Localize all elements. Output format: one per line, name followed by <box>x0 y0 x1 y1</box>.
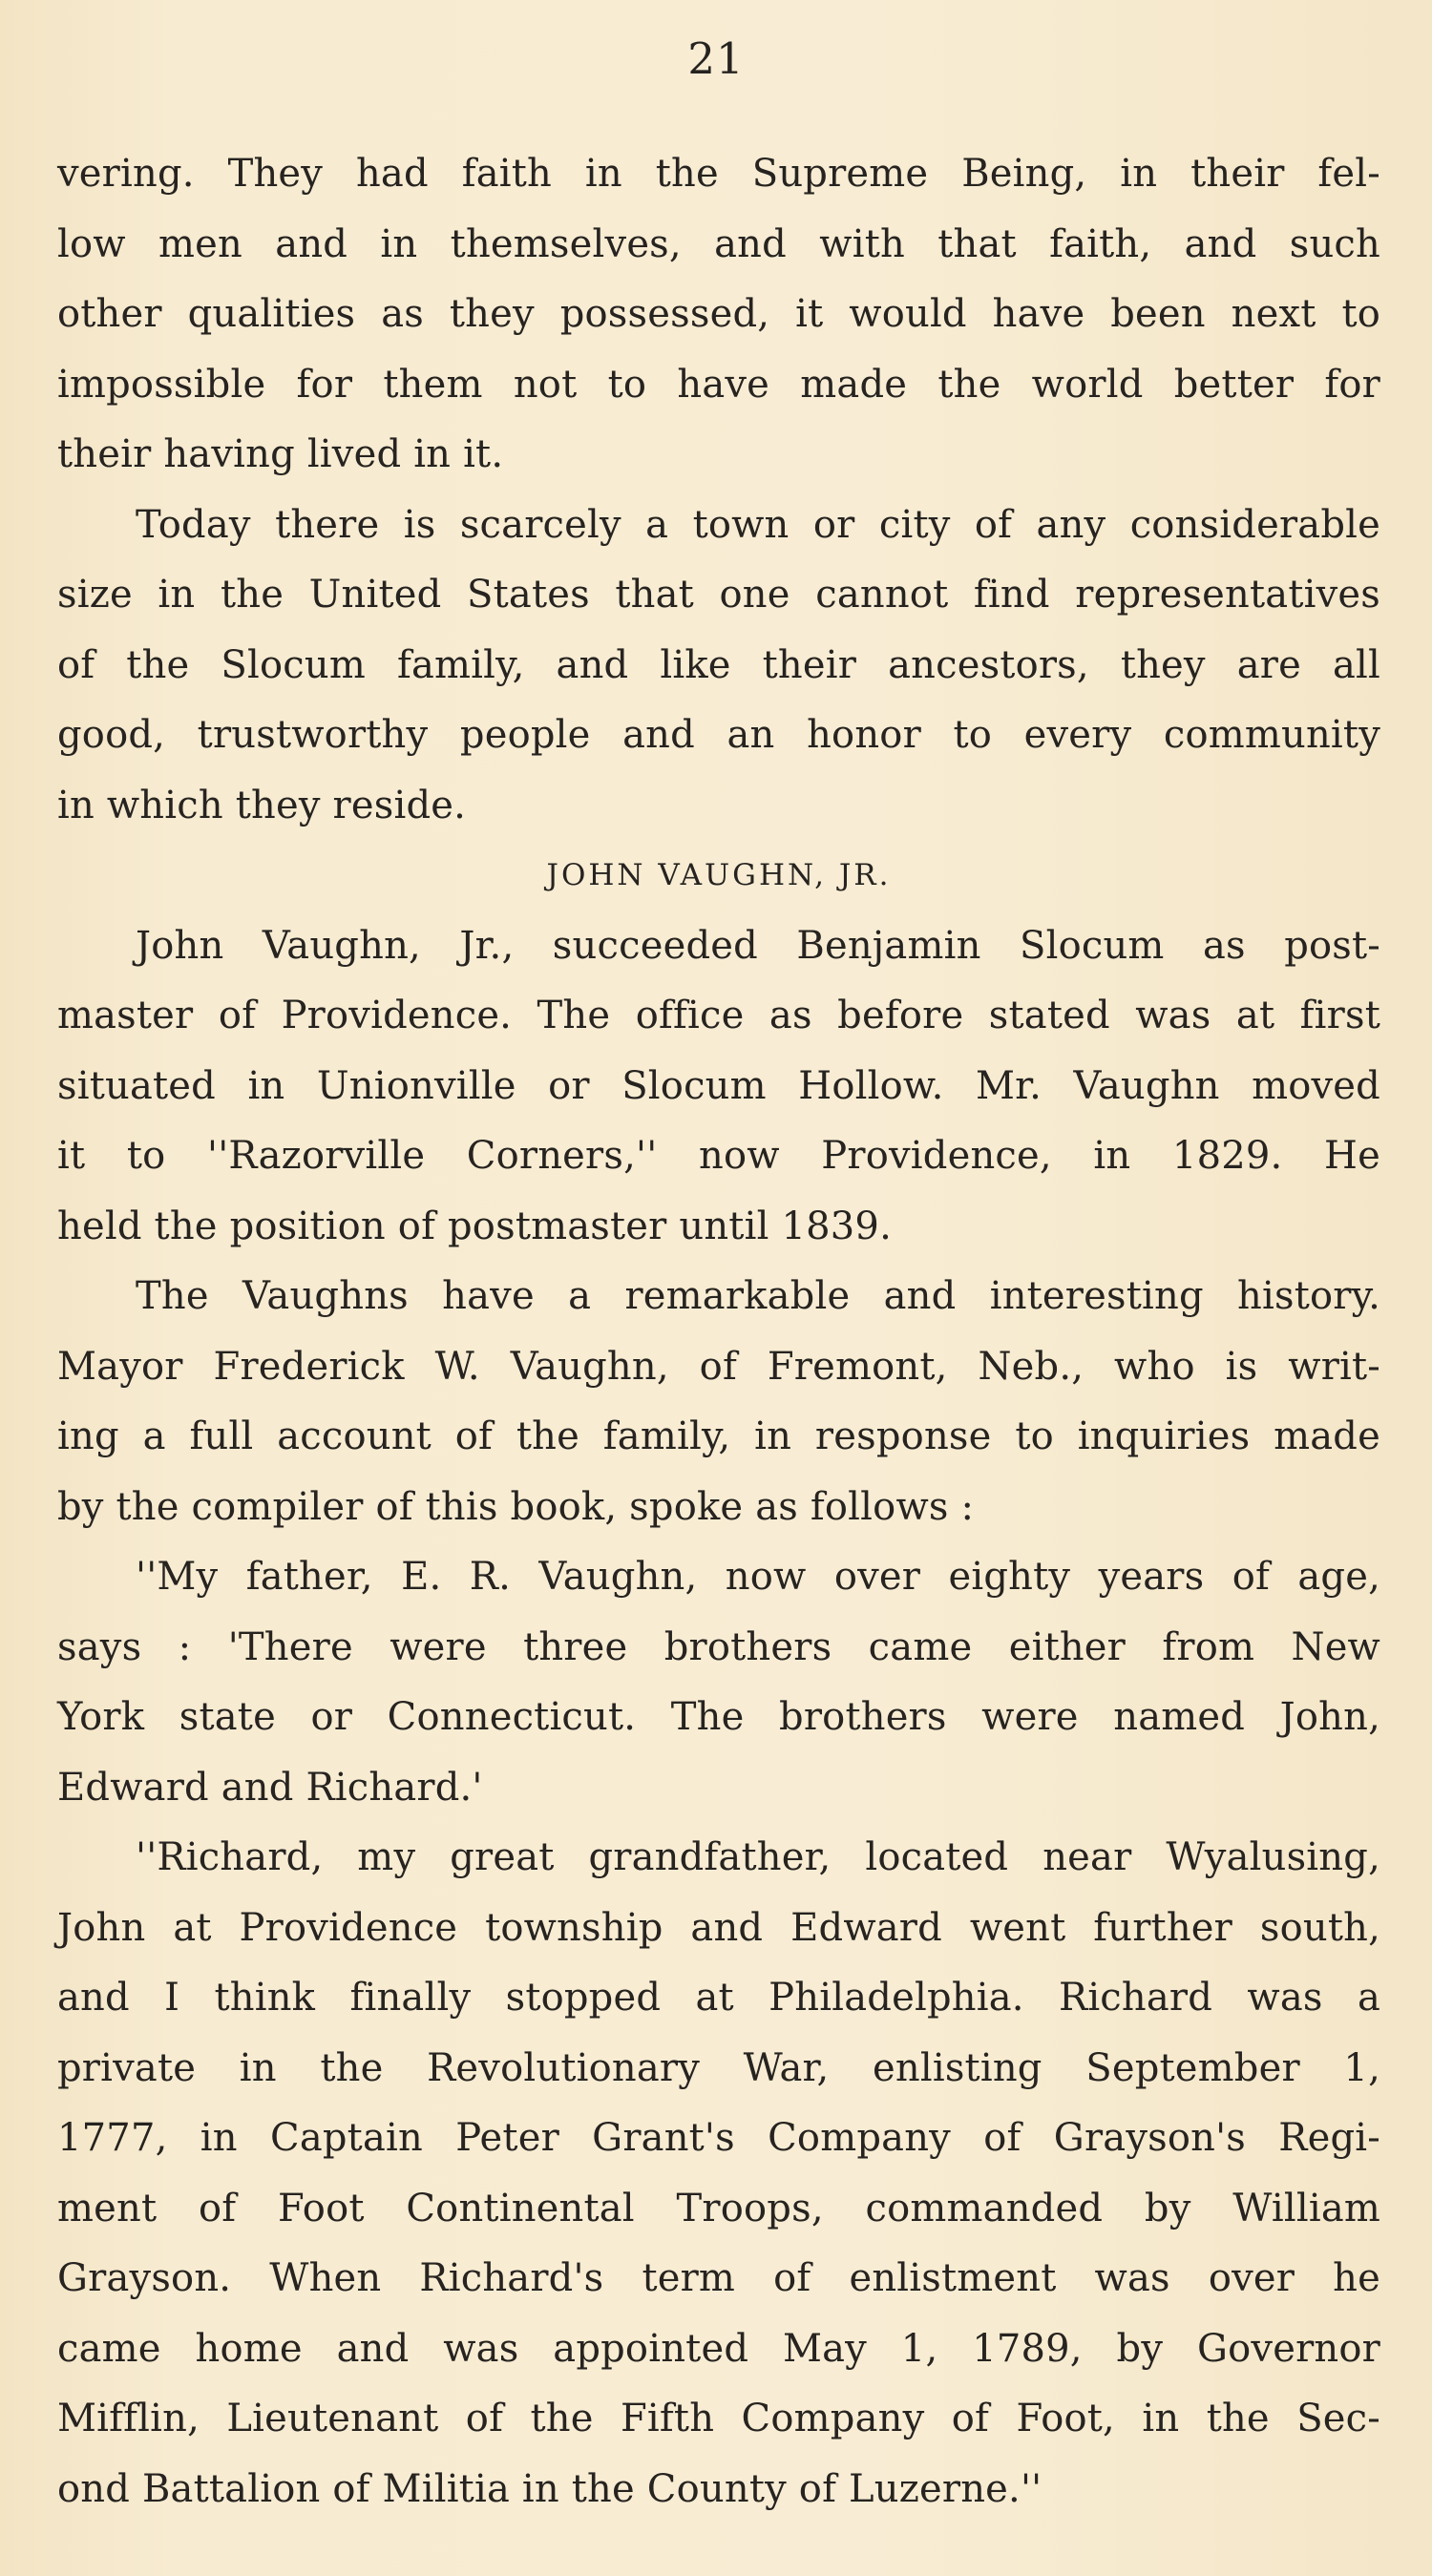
text-line: good, trustworthy people and an honor to every community <box>57 713 1380 757</box>
text-line: ond Battalion of Militia in the County of Luzerne.'' <box>57 2466 1042 2511</box>
text-line: in which they reside. <box>57 783 467 827</box>
paragraph <box>57 911 1380 1263</box>
text-line: it to ''Razorville Corners,'' now Providence, in 1829. He <box>57 1134 1380 1178</box>
text-line: their having lived in it. <box>57 432 504 476</box>
text-line: Grayson. When Richard's term of enlistment was over he <box>57 2256 1380 2300</box>
page-text <box>57 139 1380 2524</box>
section-heading: JOHN VAUGHN, JR. <box>546 858 892 892</box>
text-line: private in the Revolutionary War, enlisting September 1, <box>57 2045 1380 2090</box>
text-line: John Vaughn, Jr., succeeded Benjamin Slocum as post- <box>136 923 1380 968</box>
text-line: came home and was appointed May 1, 1789, by Governor <box>57 2326 1380 2371</box>
text-line: Mifflin, Lieutenant of the Fifth Company of Foot, in the Sec- <box>57 2397 1380 2440</box>
text-line: impossible for them not to have made the world better for <box>57 362 1380 407</box>
text-line: The Vaughns have a remarkable and interesting history. <box>136 1274 1380 1318</box>
paragraph <box>57 1542 1380 1823</box>
text-line: master of Providence. The office as before stated was at first <box>57 994 1380 1037</box>
paragraph <box>57 491 1380 842</box>
text-line: John at Providence township and Edward went further south, <box>57 1905 1380 1950</box>
text-line: vering. They had faith in the Supreme Being, in their fel- <box>57 152 1380 196</box>
text-line: says : 'There were three brothers came either from New <box>57 1624 1380 1669</box>
text-line: ''My father, E. R. Vaughn, now over eighty years of age, <box>136 1555 1380 1599</box>
text-line: 1777, in Captain Peter Grant's Company of Grayson's Regi- <box>57 2116 1380 2160</box>
text-line: low men and in themselves, and with that faith, and such <box>57 221 1380 266</box>
paragraph <box>57 1262 1380 1542</box>
paragraph <box>57 1823 1380 2524</box>
text-line: situated in Unionville or Slocum Hollow. Mr. Vaughn moved <box>57 1063 1380 1108</box>
text-line: ment of Foot Continental Troops, commanded by William <box>57 2186 1380 2230</box>
page-number: 21 <box>687 33 745 84</box>
text-line: Today there is scarcely a town or city of any considerable <box>136 502 1380 547</box>
text-line: and I think finally stopped at Philadelphia. Richard was a <box>57 1976 1380 2020</box>
text-line: ''Richard, my great grandfather, located near Wyalusing, <box>136 1835 1380 1879</box>
text-line: size in the United States that one cannot find representatives <box>57 573 1380 617</box>
text-line: ing a full account of the family, in response to inquiries made <box>57 1414 1380 1458</box>
text-line: of the Slocum family, and like their ancestors, they are all <box>57 642 1380 687</box>
text-line: other qualities as they possessed, it would have been next to <box>57 292 1380 336</box>
text-line: Mayor Frederick W. Vaughn, of Fremont, Neb., who is writ- <box>57 1344 1380 1389</box>
text-line: Edward and Richard.' <box>57 1765 483 1810</box>
text-line: held the position of postmaster until 1839. <box>57 1204 892 1248</box>
text-line: by the compiler of this book, spoke as follows : <box>57 1484 975 1529</box>
paragraph <box>57 139 1380 491</box>
text-line: York state or Connecticut. The brothers were named John, <box>57 1695 1380 1739</box>
